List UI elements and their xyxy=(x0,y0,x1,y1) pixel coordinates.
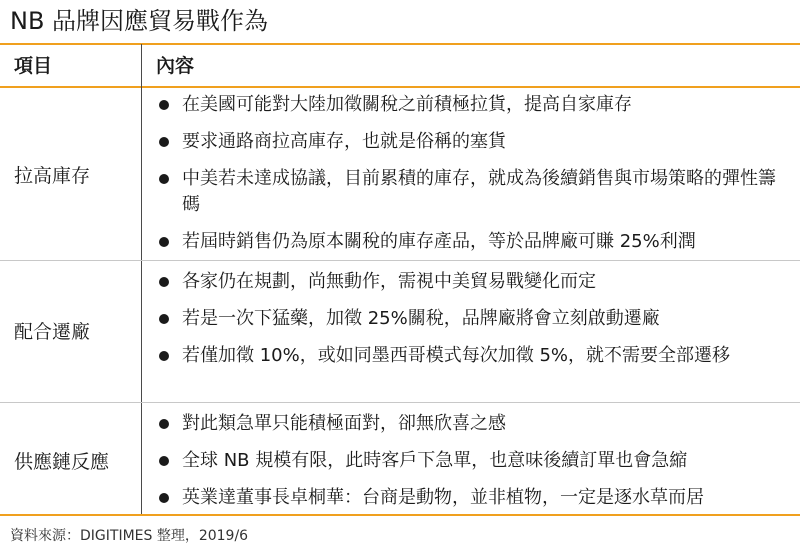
row-divider xyxy=(0,402,800,403)
list-item: 若僅加徵 10%，或如同墨西哥模式每次加徵 5%，就不需要全部遷移 xyxy=(156,343,786,369)
source-note: 資料來源：DIGITIMES 整理，2019/6 xyxy=(10,528,249,544)
row-bullets-relocate xyxy=(156,269,786,380)
list-item: 要求通路商拉高庫存，也就是俗稱的塞貨 xyxy=(156,129,786,155)
column-divider xyxy=(141,44,142,514)
header-item: 項目 xyxy=(14,55,53,77)
bullet-icon xyxy=(159,100,169,110)
list-item: 若是一次下猛藥，加徵 25%關稅，品牌廠將會立刻啟動遷廠 xyxy=(156,306,786,332)
bullet-icon xyxy=(159,237,169,247)
bullet-icon xyxy=(159,137,169,147)
page-title: NB 品牌因應貿易戰作為 xyxy=(10,7,269,35)
top-rule xyxy=(0,43,800,45)
bullet-icon xyxy=(159,351,169,361)
bullet-icon xyxy=(159,314,169,324)
bullet-icon xyxy=(159,493,169,503)
bullet-icon xyxy=(159,174,169,184)
list-item: 對此類急單只能積極面對，卻無欣喜之感 xyxy=(156,411,786,437)
bullet-icon xyxy=(159,456,169,466)
header-content: 內容 xyxy=(156,55,195,77)
bullet-icon xyxy=(159,277,169,287)
bottom-rule xyxy=(0,514,800,516)
list-item: 在美國可能對大陸加徵關稅之前積極拉貨，提高自家庫存 xyxy=(156,92,786,118)
row-bullets-stock xyxy=(156,92,786,266)
row-bullets-supply-chain xyxy=(156,411,786,522)
row-label-stock: 拉高庫存 xyxy=(14,165,91,187)
bullet-icon xyxy=(159,419,169,429)
list-item: 各家仍在規劃，尚無動作，需視中美貿易戰變化而定 xyxy=(156,269,786,295)
list-item: 若屆時銷售仍為原本關稅的庫存產品，等於品牌廠可賺 25%利潤 xyxy=(156,229,786,255)
list-item: 英業達董事長卓桐華：台商是動物，並非植物，一定是逐水草而居 xyxy=(156,485,786,511)
row-label-relocate: 配合遷廠 xyxy=(14,321,91,343)
row-label-supply-chain: 供應鏈反應 xyxy=(14,451,110,473)
list-item: 全球 NB 規模有限，此時客戶下急單，也意味後續訂單也會急縮 xyxy=(156,448,786,474)
row-divider xyxy=(0,260,800,261)
list-item: 中美若未達成協議，目前累積的庫存，就成為後續銷售與市場策略的彈性籌碼 xyxy=(156,166,786,218)
header-rule xyxy=(0,86,800,88)
